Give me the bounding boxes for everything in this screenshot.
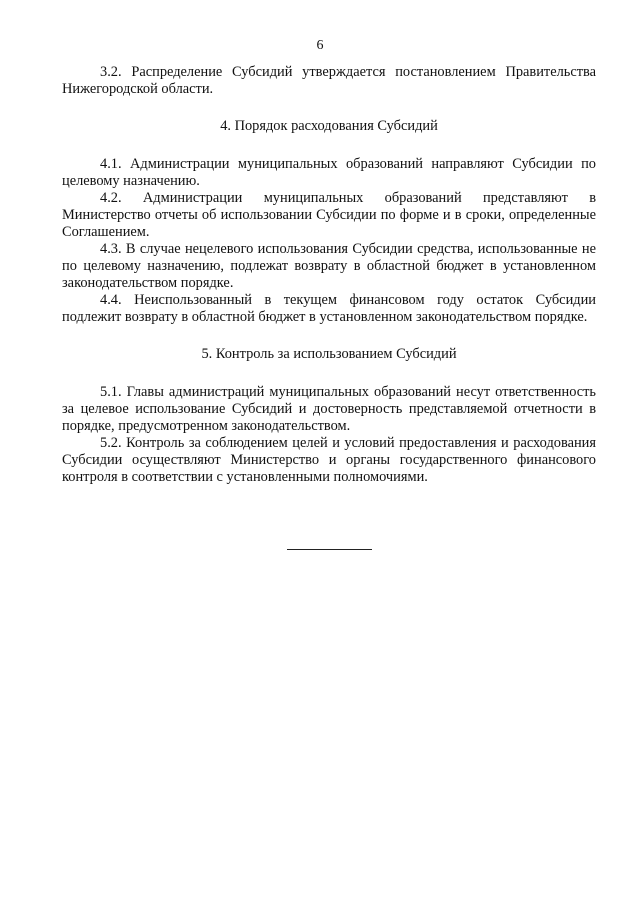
paragraph-4-1: 4.1. Администрации муниципальных образований направляют Субсидии по целевому назначению. (62, 156, 596, 189)
paragraph-3-2: 3.2. Распределение Субсидий утверждается постановлением Правительства Нижегородской области. (62, 64, 596, 97)
paragraph-5-2: 5.2. Контроль за соблюдением целей и условий предоставления и расходования Субсидии осуществляют Министерство и органы государственного финансового контроля в соответствии с установленными полномочиями. (62, 435, 596, 485)
document-body (62, 64, 596, 486)
paragraph-4-2: 4.2. Администрации муниципальных образований представляют в Министерство отчеты об использовании Субсидии по форме и в сроки, определенные Соглашением. (62, 190, 596, 240)
paragraph-4-4: 4.4. Неиспользованный в текущем финансовом году остаток Субсидии подлежит возврату в областной бюджет в установленном законодательством порядке. (62, 292, 596, 325)
section-heading-4: 4. Порядок расходования Субсидий (220, 118, 438, 134)
section-heading-5: 5. Контроль за использованием Субсидий (201, 346, 457, 362)
paragraph-4-3: 4.3. В случае нецелевого использования Субсидии средства, использованные не по целевому назначению, подлежат возврату в областной бюджет в установленном законодательством порядке. (62, 241, 596, 291)
page-number: 6 (316, 38, 324, 53)
end-separator-line (287, 549, 372, 550)
paragraph-5-1: 5.1. Главы администраций муниципальных образований несут ответственность за целевое использование Субсидий и достоверность представляемой отчетности в порядке, предусмотренном законодательством. (62, 384, 596, 434)
